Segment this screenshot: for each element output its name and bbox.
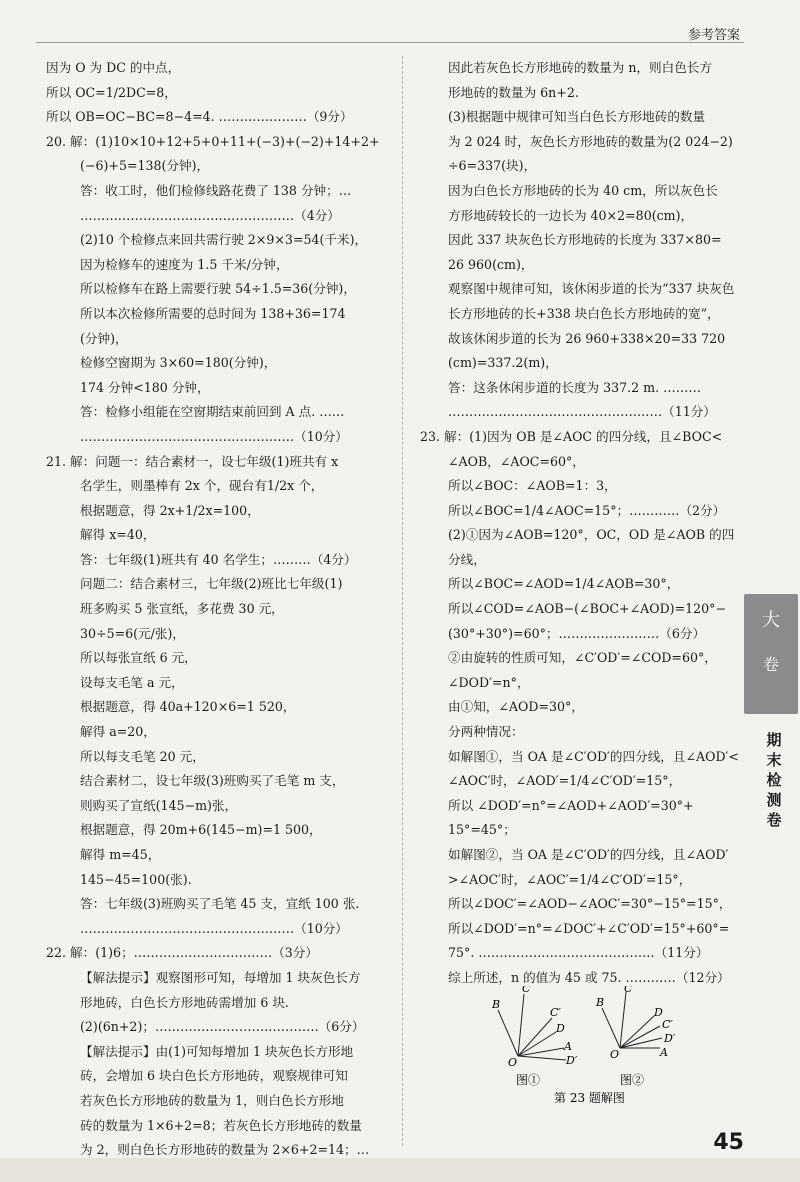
text-line: (2)10 个检修点来回共需行驶 2×9×3=54(千米)， [80,232,368,248]
label-D-prime: D′ [566,1054,578,1067]
label-C-prime: C′ [550,1006,561,1019]
text-line: 174 分钟<180 分钟， [80,379,210,395]
text-line: (cm)=337.2(m)， [448,355,558,371]
text-line: ……………………………………………（10分） [80,428,348,444]
label-C-2: C [624,986,633,995]
text-line: 所以∠COD=∠AOB−(∠BOC+∠AOD)=120°− [448,601,727,617]
text-line: 问题二：结合素材三，七年级(2)班比七年级(1) [80,576,343,592]
text-line: (2)(6n+2)；…………………………………（6分） [80,1019,365,1035]
text-line: 故该休闲步道的长为 26 960+338×20=33 720 [448,330,726,346]
text-line: 【解法提示】观察图形可知，每增加 1 块灰色长方 [80,969,361,985]
label-D-prime-2: D′ [664,1032,676,1045]
text-line: 所以每张宣纸 6 元， [80,650,197,666]
label-C: C [522,986,531,995]
text-line: 20. 解：(1)10×10+12+5+0+11+(−3)+(−2)+14+2+ [46,133,380,149]
text-line: 若灰色长方形地砖的数量为 1，则白色长方形地 [80,1092,344,1108]
text-line: 答：收工时，他们检修线路花费了 138 分钟；… [80,182,352,198]
text-line: 答：七年级(3)班购买了毛笔 45 支，宣纸 100 张. [80,896,360,912]
text-line: 因为白色长方形地砖的长为 40 cm，所以灰色长 [448,182,718,198]
fig1-caption: 图① [516,1073,541,1087]
side-tab [744,594,798,714]
text-line: 根据题意，得 40a+120×6=1 520， [80,699,296,715]
header-rule [36,42,744,43]
fig2-caption: 图② [620,1073,645,1087]
text-line: 名学生，则墨棒有 2x 个，砚台有1/2x 个， [80,478,324,494]
text-line: 砖的数量为 1×6+2=8；若灰色长方形地砖的数量 [80,1117,362,1133]
label-D: D [556,1022,565,1035]
text-line: 如解图①，当 OA 是∠C′OD′的四分线，且∠AOD′< [448,748,739,764]
text-line: 答：七年级(1)班共有 40 名学生；………（4分） [80,551,357,567]
text-line: 所以∠BOC=1/4∠AOC=15°；…………（2分） [448,502,726,518]
text-line: 因此若灰色长方形地砖的数量为 n，则白色长方 [448,60,712,75]
text-line: 形地砖的数量为 6n+2. [448,84,579,100]
left-column [46,56,391,1163]
column-divider [402,56,403,1146]
text-line: ∠AOC′时，∠AOD′=1/4∠C′OD′=15°， [448,773,682,789]
text-line: 所以∠DOC′=∠AOD−∠AOC′=30°−15°=15°， [448,896,732,912]
text-line: 砖，会增加 6 块白色长方形地砖，观察规律可知 [80,1068,348,1084]
text-line: (30°+30°)=60°；……………………（6分） [448,625,706,641]
text-line: 所以 OC=1/2DC=8， [46,84,177,100]
text-line: 解得 x=40， [80,527,156,543]
text-line: 根据题意，得 2x+1/2x=100， [80,502,260,518]
text-line: 所以∠DOD′=n°=∠DOC′+∠C′OD′=15°+60°= [448,920,730,936]
text-line: (−6)+5=138(分钟)， [80,158,210,174]
label-A: A [564,1040,572,1053]
text-line: (分钟)， [80,330,128,346]
text-line: 为 2 024 时，灰色长方形地砖的数量为(2 024−2) [448,133,733,149]
page-number: 45 [713,1130,744,1155]
text-line: 所以∠BOC=∠AOD=1/4∠AOB=30°， [448,576,680,592]
text-line: (2)①因为∠AOB=120°，OC，OD 是∠AOB 的四 [448,527,735,543]
text-line: ②由旋转的性质可知，∠C′OD′=∠COD=60°， [448,650,717,666]
side-vertical-label: 期末检测卷 [766,731,782,829]
text-line: 所以本次检修所需要的总时间为 138+36=174 [80,305,346,321]
tab-char-2: 卷 [762,655,779,674]
text-line: 观察图中规律可知，该休闲步道的长为“337 块灰色 [448,281,735,297]
figure-main-caption: 第 23 题解图 [554,1091,625,1105]
text-line: 分两种情况： [448,724,524,740]
text-line: 所以每支毛笔 20 元， [80,748,205,764]
text-line: 21. 解：问题一：结合素材一，设七年级(1)班共有 x [46,453,339,469]
text-line: 答：这条休闲步道的长度为 337.2 m. ……… [448,379,701,395]
figure-1 [491,986,578,1087]
text-line: 22. 解：(1)6；……………………………（3分） [46,945,318,961]
text-line: 长方形地砖的长+338 块白色长方形地砖的宽”， [448,305,720,321]
tab-char-1: 大 [762,610,780,631]
text-line: >∠AOC′时，∠AOC′=1/4∠C′OD′=15°， [448,871,692,887]
text-line: 设每支毛笔 a 元， [80,674,184,690]
text-line: 15°=45°； [448,822,516,838]
page-header [0,4,800,43]
text-line: (3)根据题中规律可知当白色长方形地砖的数量 [448,109,706,125]
text-line: 综上所述，n 的值为 45 或 75. …………（12分） [448,969,730,985]
text-line: 结合素材二，设七年级(3)班购买了毛笔 m 支， [80,773,345,789]
label-C-prime-2: C′ [662,1018,673,1031]
text-line: 根据题意，得 20m+6(145−m)=1 500， [80,822,322,838]
text-line: 因为检修车的速度为 1.5 千米/分钟， [80,256,289,272]
label-B: B [492,998,501,1011]
header-label: 参考答案 [687,28,740,43]
text-line: 为 2，则白色长方形地砖的数量为 2×6+2=14；… [80,1142,370,1158]
label-O-2: O [610,1048,620,1061]
text-line: 30÷5=6(元/张)， [80,625,186,641]
text-line: 如解图②，当 OA 是∠C′OD′的四分线，且∠AOD′ [448,847,729,862]
right-column [420,56,750,991]
text-line: 答：检修小组能在空窗期结束前回到 A 点. …… [80,404,345,420]
text-line: ……………………………………………（4分） [80,207,340,223]
text-line: 因此 337 块灰色长方形地砖的长度为 337×80= [448,232,722,248]
text-line: 所以∠BOC：∠AOB=1：3， [448,478,617,494]
text-line: 26 960(cm)， [448,256,534,272]
text-line: ……………………………………………（10分） [80,920,348,936]
text-line: 检修空窗期为 3×60=180(分钟)， [80,355,277,371]
text-line: 形地砖，白色长方形地砖需增加 6 块. [80,994,289,1010]
text-line: 【解法提示】由(1)可知每增加 1 块灰色长方形地 [80,1043,354,1059]
text-line: 解得 a=20， [80,724,156,740]
text-line: 所以检修车在路上需要行驶 54÷1.5=36(分钟)， [80,281,356,297]
label-O: O [508,1056,518,1069]
text-line: ∠AOB，∠AOC=60°， [448,453,585,469]
text-line: 则购买了宣纸(145−m)张， [80,797,238,813]
text-line: 分线， [448,551,486,567]
text-line: 因为 O 为 DC 的中点， [46,60,181,75]
label-B-2: B [596,996,605,1009]
bottom-shade [0,1158,800,1182]
text-line: 所以 ∠DOD′=n°=∠AOD+∠AOD′=30°+ [448,797,694,813]
text-line: ∠DOD′=n°， [448,674,530,690]
text-line: 班多购买 5 张宣纸，多花费 30 元， [80,601,284,617]
text-line: 145−45=100(张). [80,871,192,887]
figure-23 [490,986,710,1106]
label-D-2: D [654,1006,663,1019]
text-line: ÷6=337(块)， [448,158,537,174]
text-line: 解得 m=45， [80,847,161,862]
text-line: 23. 解：(1)因为 OB 是∠AOC 的四分线，且∠BOC< [420,428,723,444]
text-line: 由①知，∠AOD=30°， [448,699,584,715]
text-line: ……………………………………………（11分） [448,404,716,420]
figure-2 [595,986,676,1087]
angle-diagrams [490,986,710,1106]
label-A-2: A [660,1046,668,1059]
text-line: 75°. ……………………………………（11分） [448,945,709,961]
text-line: 方形地砖较长的一边长为 40×2=80(cm)， [448,207,694,223]
text-line: 所以 OB=OC−BC=8−4=4. …………………（9分） [46,109,353,125]
